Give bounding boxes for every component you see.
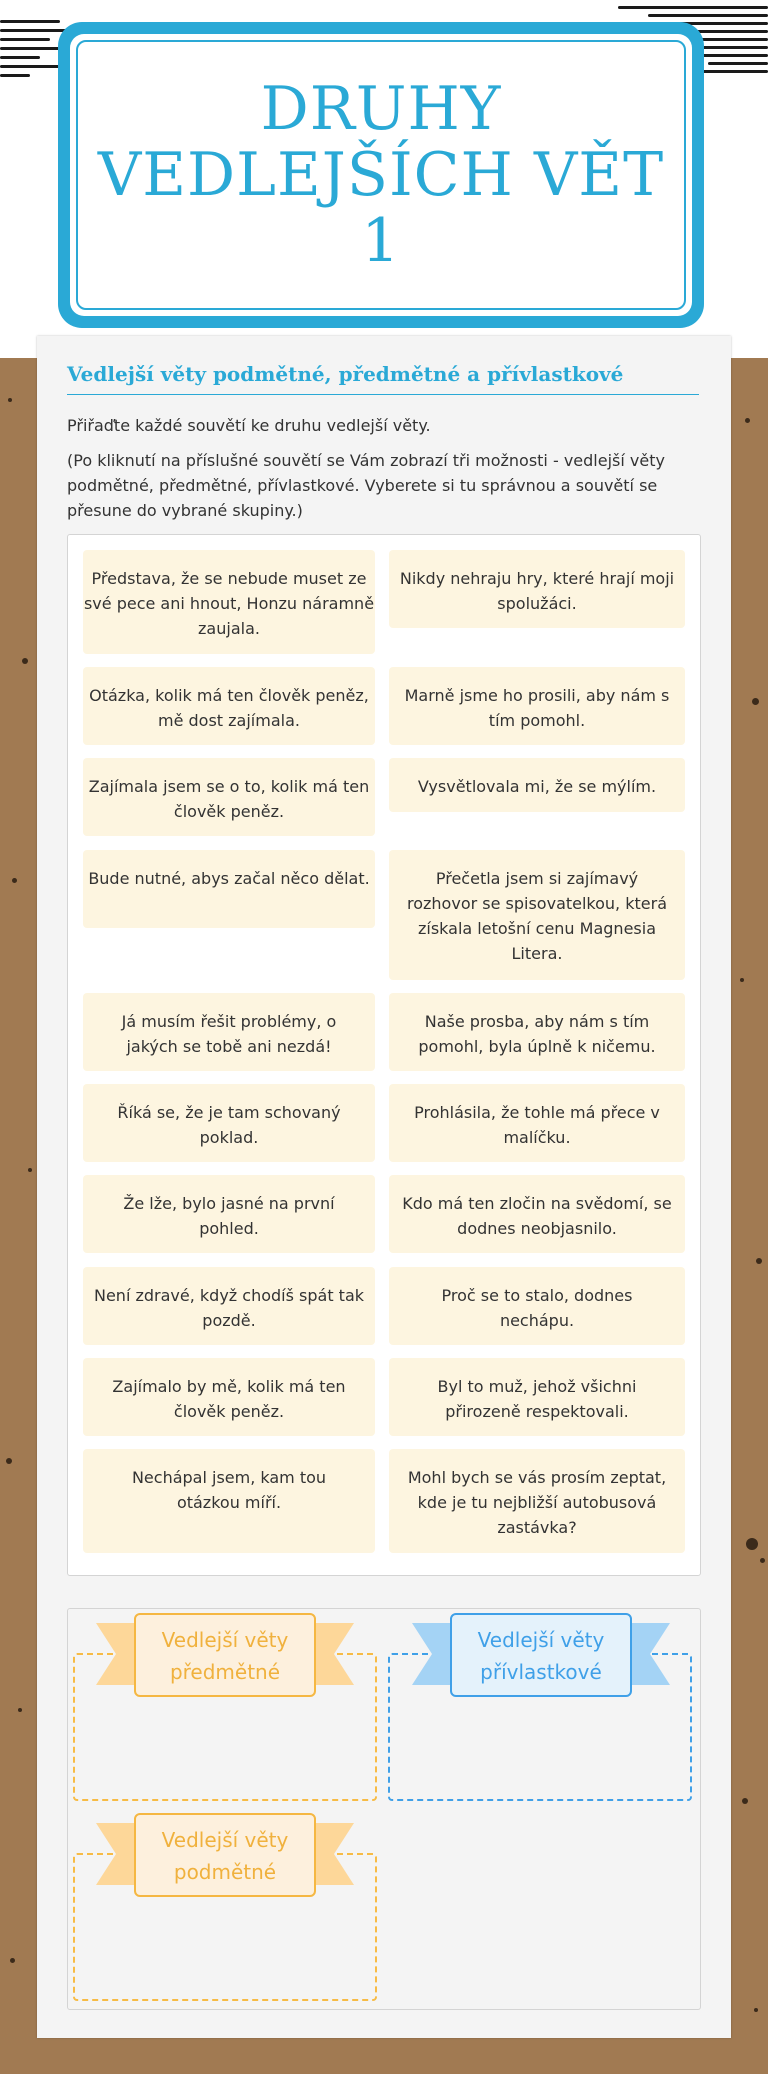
sentence-item[interactable]: Marně jsme ho prosili, aby nám s tím pomohl. [389, 667, 685, 745]
section-heading: Vedlejší věty podmětné, předmětné a přívlastkové [67, 362, 699, 395]
sentence-item[interactable]: Zajímala jsem se o to, kolik má ten člověk peněz. [83, 758, 375, 836]
sentence-item[interactable]: Vysvětlovala mi, že se mýlím. [389, 758, 685, 812]
note-text: (Po kliknutí na příslušné souvětí se Vám zobrazí tři možnosti - vedlejší věty podmětné, předmětné, přívlastkové. Vyberete si tu správnou a souvětí se přesune do vybrané skupiny.) [67, 451, 665, 520]
sentence-item[interactable]: Prohlásila, že tohle má přece v malíčku. [389, 1084, 685, 1162]
sentence-item[interactable]: Otázka, kolik má ten člověk peněz, mě dost zajímala. [83, 667, 375, 745]
sentence-item[interactable]: Zajímalo by mě, kolik má ten člověk peněz. [83, 1358, 375, 1436]
sentence-item[interactable]: Říká se, že je tam schovaný poklad. [83, 1084, 375, 1162]
page-title: DRUHY VEDLEJŠÍCH VĚT 1 [97, 74, 665, 276]
sentence-item[interactable]: Mohl bych se vás prosím zeptat, kde je tu nejbližší autobusová zastávka? [389, 1449, 685, 1553]
category-drop-area [67, 1608, 701, 2010]
sentence-item[interactable]: Já musím řešit problémy, o jakých se tobě ani nezdá! [83, 993, 375, 1071]
sentence-list [67, 534, 701, 1576]
sentence-item[interactable]: Kdo má ten zločin na svědomí, se dodnes neobjasnilo. [389, 1175, 685, 1253]
sentence-item[interactable]: Že lže, bylo jasné na první pohled. [83, 1175, 375, 1253]
category-label: Vedlejší věty předmětné [134, 1613, 316, 1697]
sentence-item[interactable]: Představa, že se nebude muset ze své pece ani hnout, Honzu náramně zaujala. [83, 550, 375, 654]
sentence-item[interactable]: Naše prosba, aby nám s tím pomohl, byla úplně k ničemu. [389, 993, 685, 1071]
sentence-item[interactable]: Nechápal jsem, kam tou otázkou míří. [83, 1449, 375, 1553]
sentence-item[interactable]: Nikdy nehraju hry, které hrají moji spolužáci. [389, 550, 685, 628]
sentence-item[interactable]: Není zdravé, když chodíš spát tak pozdě. [83, 1267, 375, 1345]
title-frame [58, 22, 704, 328]
content-card [37, 336, 731, 2038]
category-label: Vedlejší věty podmětné [134, 1813, 316, 1897]
sentence-item[interactable]: Přečetla jsem si zajímavý rozhovor se spisovatelkou, která získala letošní cenu Magnesia Litera. [389, 850, 685, 980]
header [0, 0, 768, 360]
sentence-item[interactable]: Byl to muž, jehož všichni přirozeně respektovali. [389, 1358, 685, 1436]
sentence-item[interactable]: Bude nutné, abys začal něco dělat. [83, 850, 375, 928]
sentence-item[interactable]: Proč se to stalo, dodnes nechápu. [389, 1267, 685, 1345]
instruction-text: Přiřaďte každé souvětí ke druhu vedlejší věty. [67, 416, 431, 435]
category-label: Vedlejší věty přívlastkové [450, 1613, 632, 1697]
